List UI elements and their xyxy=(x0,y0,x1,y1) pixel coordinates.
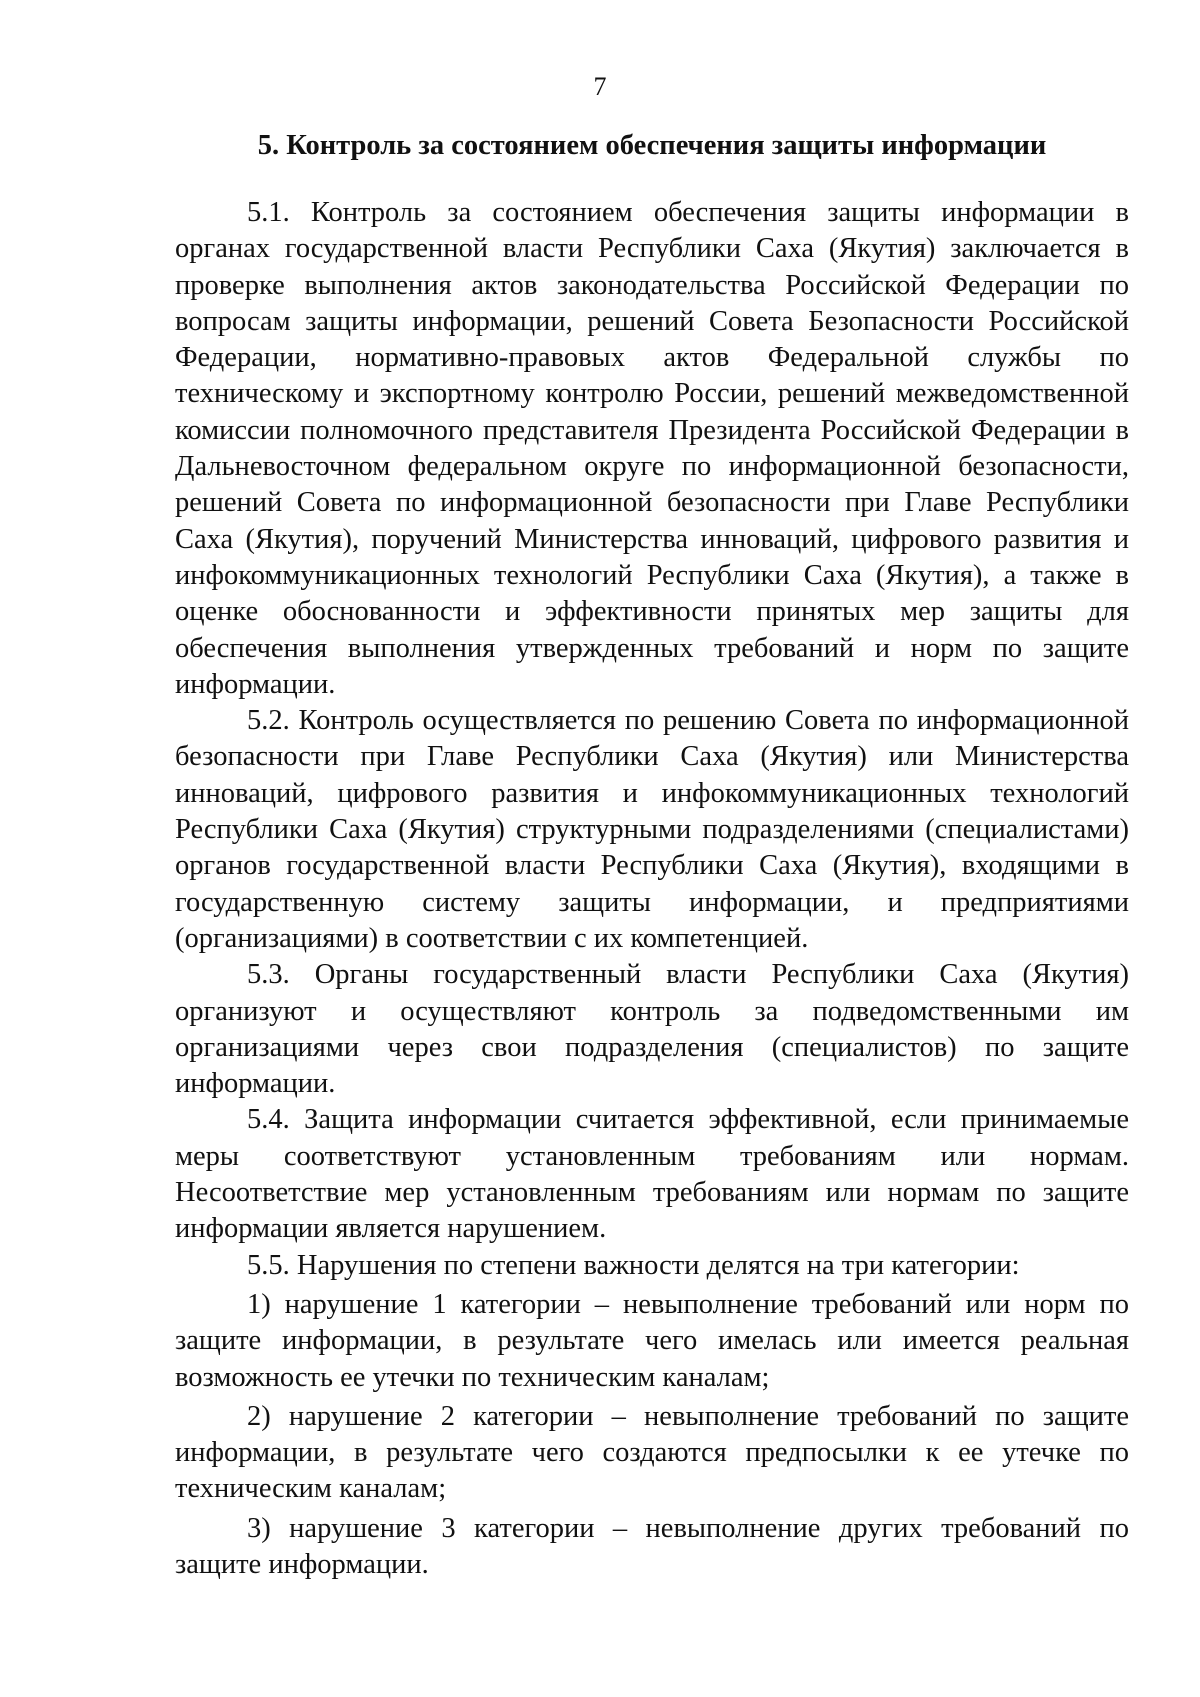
list-item-category-1: 1) нарушение 1 категории – невыполнение требований или норм по защите информации, в результате чего имелась или имеется реальная возможность ее утечки по техническим каналам; xyxy=(175,1288,1129,1393)
paragraph-5-5: 5.5. Нарушения по степени важности делятся на три категории: xyxy=(247,1249,1020,1281)
list-item-category-2: 2) нарушение 2 категории – невыполнение требований по защите информации, в результате чего создаются предпосылки к ее утечке по техническим каналам; xyxy=(175,1400,1129,1505)
document-body xyxy=(175,195,1129,1583)
list-item-category-3: 3) нарушение 3 категории – невыполнение других требований по защите информации. xyxy=(175,1512,1129,1580)
section-title: 5. Контроль за состоянием обеспечения защиты информации xyxy=(257,130,1047,161)
paragraph-5-1: 5.1. Контроль за состоянием обеспечения защиты информации в органах государственной власти Республики Саха (Якутия) заключается в проверке выполнения актов законодательства Российской Федерации по вопросам защиты информации, решений Совета Безопасности Российской Федерации, нормативно-правовых актов Федеральной службы по техническому и экспортному контролю России, решений межведомственной комиссии полномочного представителя Президента Российской Федерации в Дальневосточном федеральном округе по информационной безопасности, решений Совета по информационной безопасности при Главе Республики Саха (Якутия), поручений Министерства инноваций, цифрового развития и инфокоммуникационных технологий Республики Саха (Якутия), а также в оценке обоснованности и эффективности принятых мер защиты для обеспечения выполнения утвержденных требований и норм по защите информации. xyxy=(175,197,1129,700)
paragraph-5-3: 5.3. Органы государственный власти Республики Саха (Якутия) организуют и осуществляют контроль за подведомственными им организациями через свои подразделения (специалистов) по защите информации. xyxy=(175,959,1129,1100)
paragraph-5-4: 5.4. Защита информации считается эффективной, если принимаемые меры соответствуют установленным требованиям или нормам. Несоответствие мер установленным требованиям или нормам по защите информации является нарушением. xyxy=(175,1104,1129,1245)
paragraph-5-2: 5.2. Контроль осуществляется по решению Совета по информационной безопасности при Главе Республики Саха (Якутия) или Министерства инноваций, цифрового развития и инфокоммуникационных технологий Республики Саха (Якутия) структурными подразделениями (специалистами) органов государственной власти Республики Саха (Якутия), входящими в государственную систему защиты информации, и предприятиями (организациями) в соответствии с их компетенцией. xyxy=(175,705,1129,954)
page-number: 7 xyxy=(593,72,607,101)
